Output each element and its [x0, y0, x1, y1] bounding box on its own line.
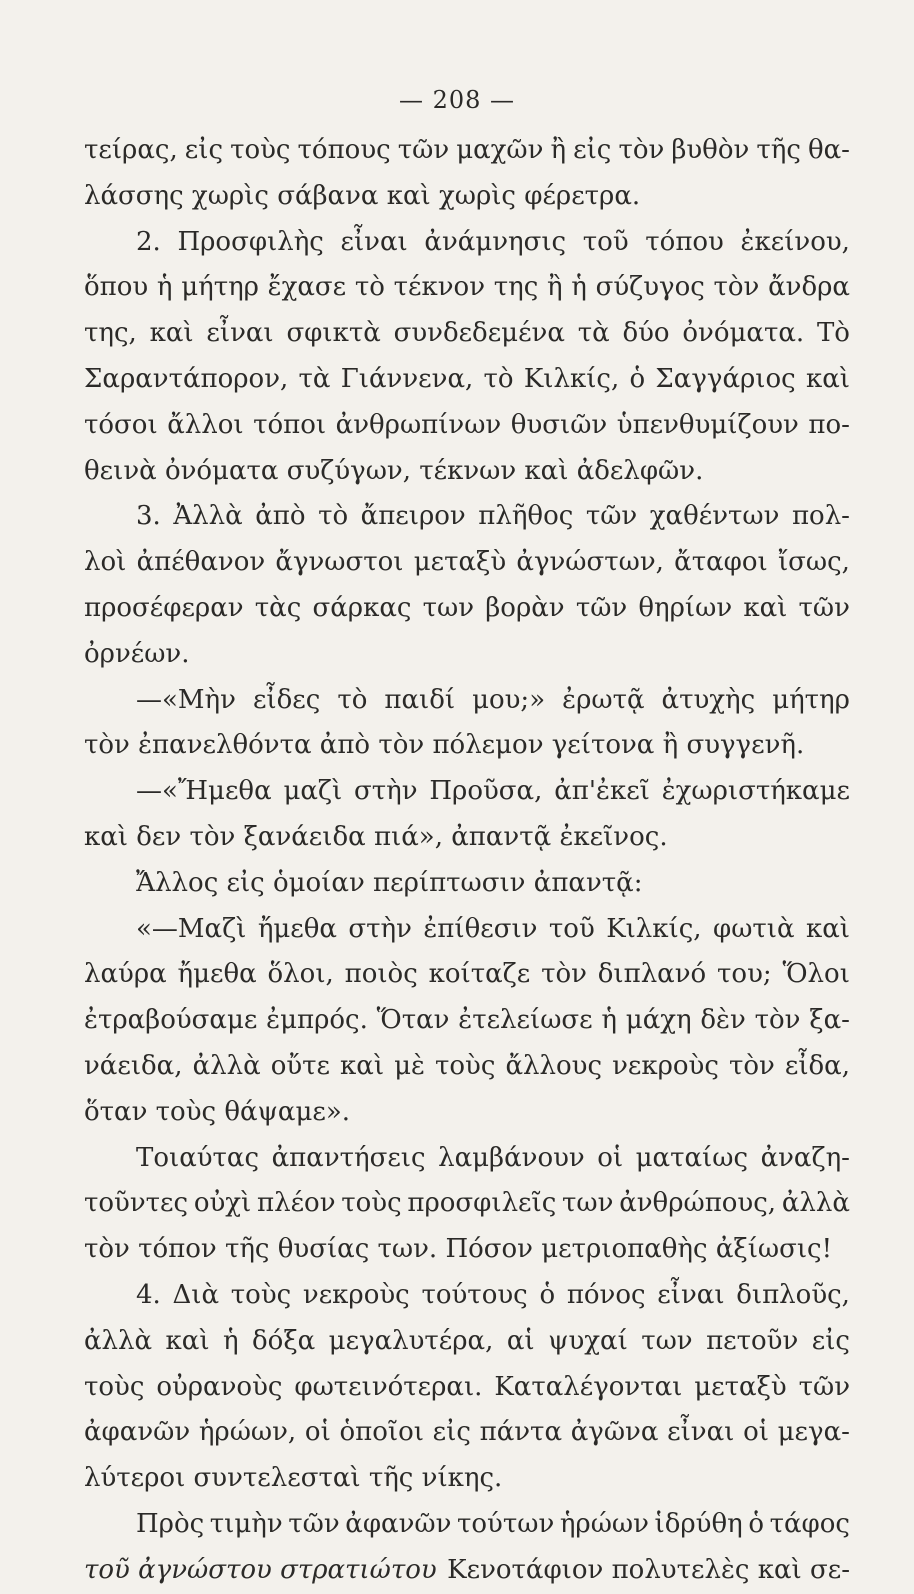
text-line [84, 1227, 850, 1273]
text-line [84, 815, 850, 861]
text-line: προσέφεραν τὰς σάρκας των βορὰν τῶν θηρίων καὶ τῶν [84, 592, 850, 623]
text-line: νάειδα, ἀλλὰ οὔτε καὶ μὲ τοὺς ἄλλους νεκροὺς τὸν εἶδα, [84, 1050, 850, 1081]
page-number: — 208 — [398, 86, 516, 114]
text-line: —«Ἤμεθα μαζὶ στὴν Προῦσα, ἀπ'ἐκεῖ ἐχωριστήκαμε [136, 776, 850, 807]
line-text: ὀρνέων. [84, 638, 190, 669]
line-text: θεινὰ ὀνόματα συζύγων, τέκνων καὶ ἀδελφῶν. [84, 455, 704, 486]
text-line [84, 723, 850, 769]
text-line [84, 174, 850, 220]
line-text: καὶ δεν τὸν ξανάειδα πιά», ἀπαντᾷ ἐκεῖνος. [84, 821, 668, 852]
line-text: ὅταν τοὺς θάψαμε». [84, 1096, 351, 1127]
body-text [84, 128, 850, 1594]
text-line: Τοιαύτας ἀπαντήσεις λαμβάνουν οἱ ματαίως ἀναζη- [136, 1142, 850, 1173]
text-line: λαύρα ἤμεθα ὅλοι, ποιὸς κοίταζε τὸν διπλανό του; Ὅλοι [84, 959, 850, 990]
line-text: τὸν τόπον τῆς θυσίας των. Πόσον μετριοπαθὴς ἀξίωσις! [84, 1234, 833, 1265]
text-line [84, 1456, 850, 1502]
text-line: 2. Προσφιλὴς εἶναι ἀνάμνησις τοῦ τόπου ἐκείνου, [136, 226, 850, 257]
text-line: ἐτραβούσαμε ἐμπρός. Ὅταν ἐτελείωσε ἡ μάχη δὲν τὸν ξα- [84, 1005, 850, 1036]
text-line: ὅπου ἡ μήτηρ ἔχασε τὸ τέκνον της ἢ ἡ σύζυγος τὸν ἄνδρα [84, 272, 850, 303]
text-line [84, 449, 850, 495]
text-line: τοὺς οὐρανοὺς φωτεινότεραι. Καταλέγονται μεταξὺ τῶν [84, 1371, 850, 1402]
text-line: 4. Διὰ τοὺς νεκροὺς τούτους ὁ πόνος εἶναι διπλοῦς, [136, 1279, 850, 1310]
text-line [84, 861, 850, 907]
italic-phrase: τοῦ ἀγνώστου στρατιώτου [84, 1554, 437, 1585]
text-line: ἀφανῶν ἡρώων, οἱ ὁποῖοι εἰς πάντα ἀγῶνα εἶναι οἱ μεγα- [84, 1417, 850, 1448]
text-line: της, καὶ εἶναι σφικτὰ συνδεδεμένα τὰ δύο ὀνόματα. Τὸ [84, 318, 850, 349]
text-line: Σαραντάπορον, τὰ Γιάννενα, τὸ Κιλκίς, ὁ Σαγγάριος καὶ [84, 363, 850, 394]
line-text: λάσσης χωρὶς σάβανα καὶ χωρὶς φέρετρα. [84, 180, 641, 211]
text-line [84, 1548, 850, 1594]
text-line: ἀλλὰ καὶ ἡ δόξα μεγαλυτέρα, αἱ ψυχαί των πετοῦν εἰς [84, 1325, 850, 1356]
line-text: Κενοτάφιον πολυτελὲς καὶ σε- [447, 1554, 850, 1585]
text-line: τείρας, εἰς τοὺς τόπους τῶν μαχῶν ἢ εἰς τὸν βυθὸν τῆς θα- [84, 135, 850, 165]
line-text: Ἄλλος εἰς ὁμοίαν περίπτωσιν ἀπαντᾷ: [136, 867, 643, 898]
text-line: τοῦντες οὐχὶ πλέον τοὺς προσφιλεῖς των ἀνθρώπους, ἀλλὰ [84, 1188, 850, 1219]
text-line: 3. Ἀλλὰ ἀπὸ τὸ ἄπειρον πλῆθος τῶν χαθέντων πολ- [136, 501, 850, 532]
text-line: Πρὸς τιμὴν τῶν ἀφανῶν τούτων ἡρώων ἱδρύθη ὁ τάφος [136, 1508, 850, 1539]
line-text: λύτεροι συντελεσταὶ τῆς νίκης. [84, 1463, 503, 1494]
text-line [84, 1090, 850, 1136]
line-text: τὸν ἐπανελθόντα ἀπὸ τὸν πόλεμον γείτονα ἢ συγγενῆ. [84, 730, 805, 761]
text-line: τόσοι ἄλλοι τόποι ἀνθρωπίνων θυσιῶν ὑπενθυμίζουν πο- [84, 409, 850, 440]
text-line: «—Μαζὶ ἤμεθα στὴν ἐπίθεσιν τοῦ Κιλκίς, φωτιὰ καὶ [136, 913, 850, 944]
text-line: λοὶ ἀπέθανον ἄγνωστοι μεταξὺ ἀγνώστων, ἄταφοι ἴσως, [84, 547, 850, 578]
text-line: —«Μὴν εἶδες τὸ παιδί μου;» ἐρωτᾷ ἀτυχὴς μήτηρ [136, 684, 850, 715]
text-line [84, 632, 850, 678]
